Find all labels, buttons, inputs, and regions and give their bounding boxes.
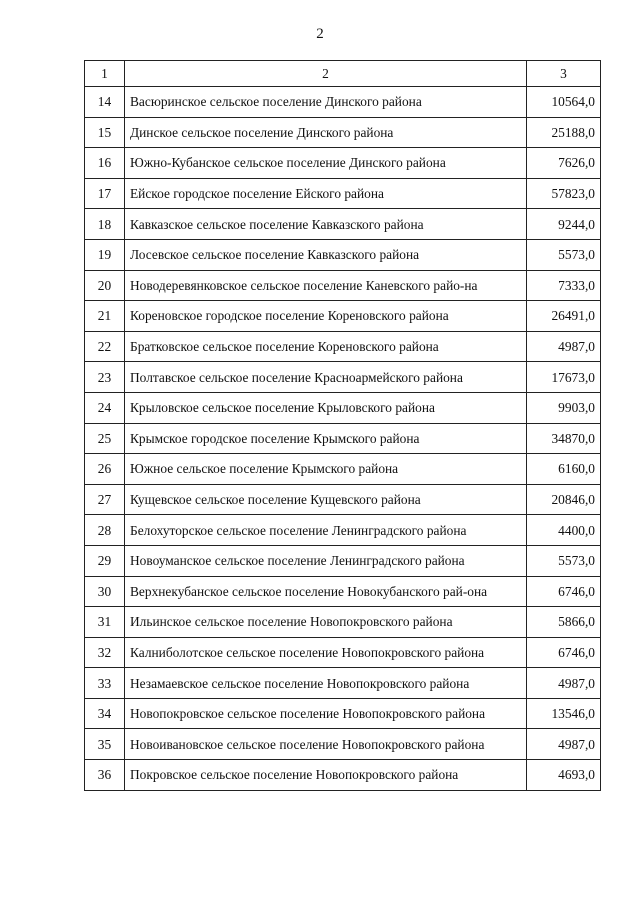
row-value: 34870,0 (527, 423, 601, 454)
table-row (85, 729, 601, 760)
table-row (85, 209, 601, 240)
row-value: 5573,0 (527, 545, 601, 576)
row-value: 5866,0 (527, 607, 601, 638)
row-value: 10564,0 (527, 87, 601, 118)
row-number: 19 (85, 239, 125, 270)
row-number: 21 (85, 301, 125, 332)
table-row (85, 545, 601, 576)
row-value: 4987,0 (527, 331, 601, 362)
settlement-name: Динское сельское поселение Динского района (125, 117, 527, 148)
row-number: 27 (85, 484, 125, 515)
table-row (85, 668, 601, 699)
row-value: 4693,0 (527, 760, 601, 791)
header-col-1: 1 (85, 61, 125, 87)
row-number: 29 (85, 545, 125, 576)
settlement-name: Ильинское сельское поселение Новопокровского района (125, 607, 527, 638)
table-row (85, 239, 601, 270)
table-row (85, 87, 601, 118)
settlement-name: Верхнекубанское сельское поселение Новокубанского рай-она (125, 576, 527, 607)
settlement-name: Кущевское сельское поселение Кущевского района (125, 484, 527, 515)
row-number: 33 (85, 668, 125, 699)
settlement-name: Крымское городское поселение Крымского района (125, 423, 527, 454)
settlement-name: Лосевское сельское поселение Кавказского района (125, 239, 527, 270)
row-value: 4987,0 (527, 668, 601, 699)
row-number: 26 (85, 454, 125, 485)
settlement-name: Незамаевское сельское поселение Новопокровского района (125, 668, 527, 699)
settlement-name: Покровское сельское поселение Новопокровского района (125, 760, 527, 791)
header-col-2: 2 (125, 61, 527, 87)
table-row (85, 607, 601, 638)
row-number: 16 (85, 148, 125, 179)
settlement-name: Новодеревянковское сельское поселение Каневского райо-на (125, 270, 527, 301)
table-row (85, 117, 601, 148)
table-row (85, 637, 601, 668)
row-value: 6746,0 (527, 637, 601, 668)
table-row (85, 515, 601, 546)
table-row (85, 362, 601, 393)
settlement-name: Крыловское сельское поселение Крыловского района (125, 392, 527, 423)
settlement-name: Полтавское сельское поселение Красноармейского района (125, 362, 527, 393)
row-value: 9903,0 (527, 392, 601, 423)
settlement-name: Южно-Кубанское сельское поселение Динского района (125, 148, 527, 179)
settlement-name: Новоуманское сельское поселение Ленинградского района (125, 545, 527, 576)
row-number: 20 (85, 270, 125, 301)
row-number: 22 (85, 331, 125, 362)
settlement-name: Новопокровское сельское поселение Новопокровского района (125, 698, 527, 729)
header-col-3: 3 (527, 61, 601, 87)
table-row (85, 301, 601, 332)
row-value: 20846,0 (527, 484, 601, 515)
settlement-name: Калниболотское сельское поселение Новопокровского района (125, 637, 527, 668)
row-number: 24 (85, 392, 125, 423)
row-number: 36 (85, 760, 125, 791)
settlements-table (84, 60, 601, 791)
settlement-name: Братковское сельское поселение Кореновского района (125, 331, 527, 362)
settlement-name: Новоивановское сельское поселение Новопокровского района (125, 729, 527, 760)
table-row (85, 392, 601, 423)
page-number: 2 (316, 26, 324, 42)
row-number: 31 (85, 607, 125, 638)
settlement-name: Южное сельское поселение Крымского района (125, 454, 527, 485)
row-value: 6746,0 (527, 576, 601, 607)
settlement-name: Ейское городское поселение Ейского района (125, 178, 527, 209)
table-row (85, 760, 601, 791)
table-row (85, 423, 601, 454)
row-number: 25 (85, 423, 125, 454)
row-number: 34 (85, 698, 125, 729)
settlement-name: Васюринское сельское поселение Динского района (125, 87, 527, 118)
row-number: 30 (85, 576, 125, 607)
row-value: 7333,0 (527, 270, 601, 301)
row-number: 35 (85, 729, 125, 760)
row-value: 13546,0 (527, 698, 601, 729)
table-row (85, 178, 601, 209)
row-value: 7626,0 (527, 148, 601, 179)
table-header-row (85, 61, 601, 87)
table-row (85, 484, 601, 515)
row-number: 18 (85, 209, 125, 240)
settlement-name: Белохуторское сельское поселение Ленинградского района (125, 515, 527, 546)
row-value: 5573,0 (527, 239, 601, 270)
row-number: 32 (85, 637, 125, 668)
table-row (85, 576, 601, 607)
row-number: 28 (85, 515, 125, 546)
row-value: 25188,0 (527, 117, 601, 148)
settlement-name: Кавказское сельское поселение Кавказского района (125, 209, 527, 240)
table-row (85, 270, 601, 301)
row-value: 6160,0 (527, 454, 601, 485)
row-value: 9244,0 (527, 209, 601, 240)
table-row (85, 148, 601, 179)
row-value: 26491,0 (527, 301, 601, 332)
row-value: 4400,0 (527, 515, 601, 546)
row-number: 14 (85, 87, 125, 118)
table-row (85, 698, 601, 729)
row-number: 23 (85, 362, 125, 393)
row-value: 17673,0 (527, 362, 601, 393)
settlement-name: Кореновское городское поселение Кореновского района (125, 301, 527, 332)
table-row (85, 331, 601, 362)
row-number: 17 (85, 178, 125, 209)
table-row (85, 454, 601, 485)
row-number: 15 (85, 117, 125, 148)
row-value: 4987,0 (527, 729, 601, 760)
row-value: 57823,0 (527, 178, 601, 209)
